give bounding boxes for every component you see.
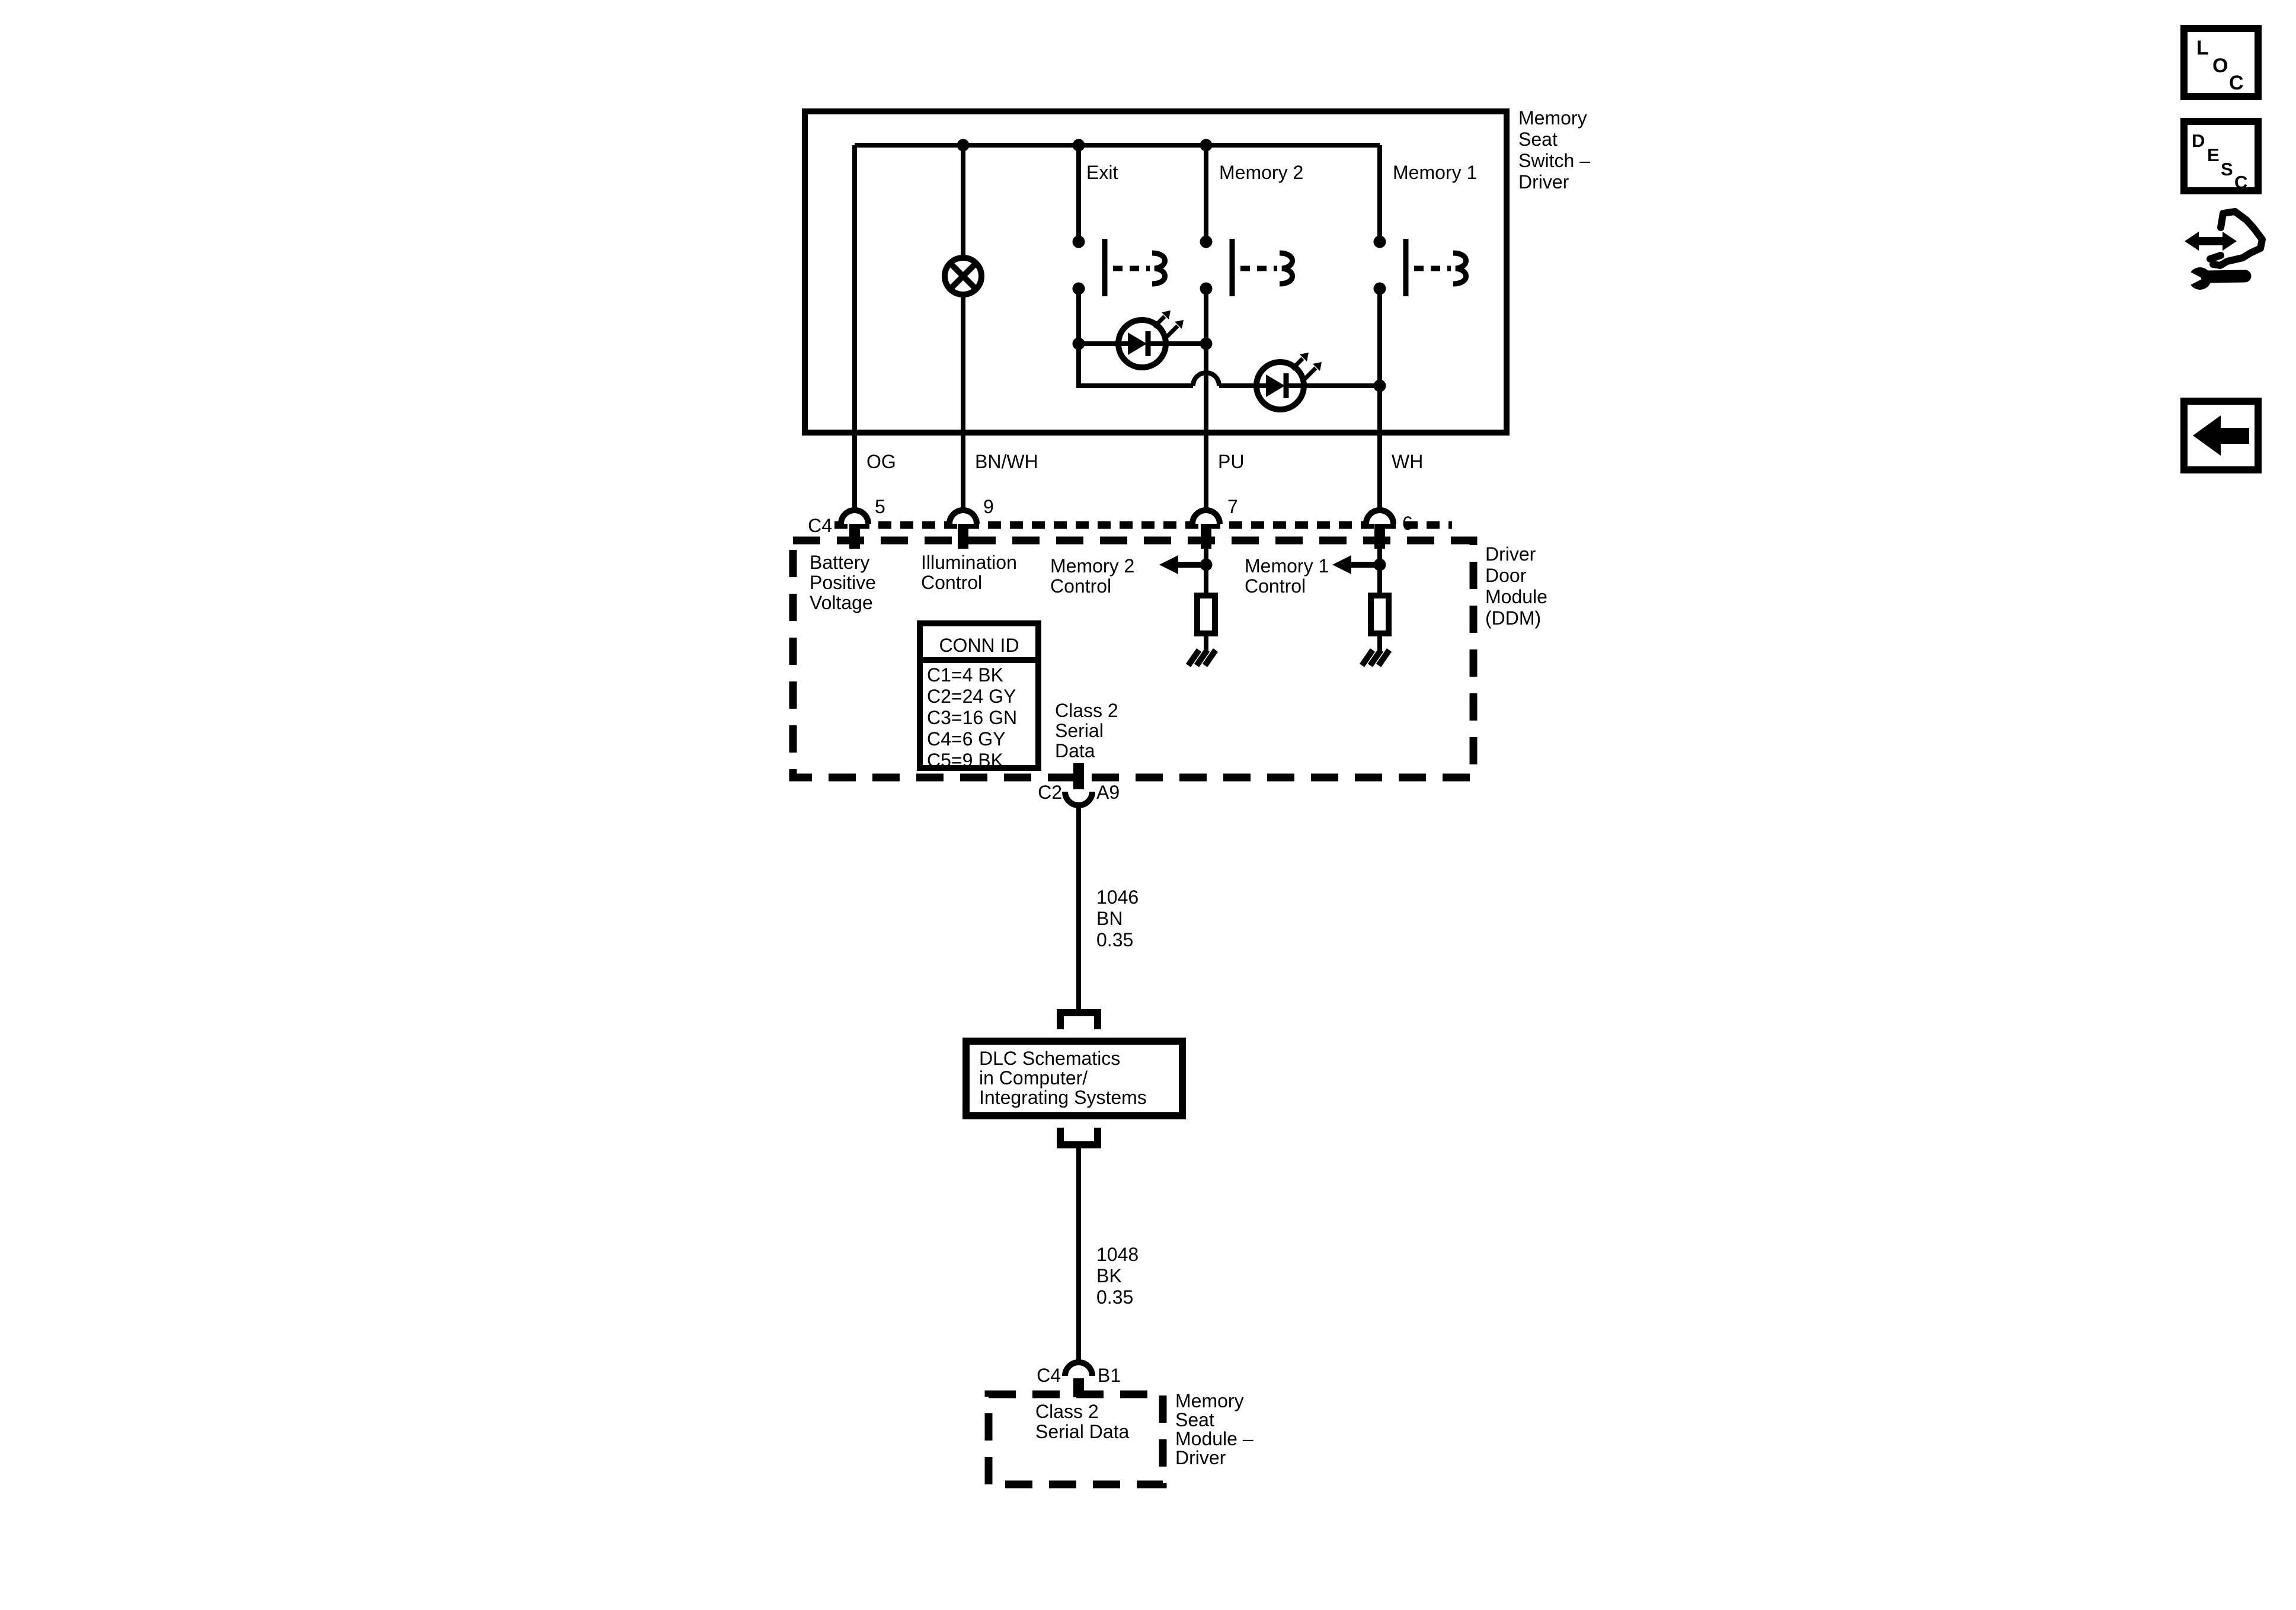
ddm-class2-label: Class 2 bbox=[1055, 700, 1118, 721]
msm-title-line: Driver bbox=[1175, 1447, 1226, 1468]
switch-box-title-line: Seat bbox=[1518, 129, 1558, 150]
loc-button[interactable] bbox=[2184, 28, 2258, 97]
wire-1048-label: 1048 bbox=[1096, 1244, 1139, 1265]
switch-label-memory1: Memory 1 bbox=[1393, 162, 1478, 183]
ddm-battery-label: Battery bbox=[810, 552, 870, 573]
ddm-title-line: Door bbox=[1485, 565, 1527, 586]
msm-title-line: Memory bbox=[1175, 1390, 1244, 1411]
desc-letter: C bbox=[2234, 172, 2248, 193]
conn-id-row: C4=6 GY bbox=[927, 728, 1006, 750]
ddm-memory2-label: Control bbox=[1050, 575, 1112, 597]
ddm-title-line: Module bbox=[1485, 586, 1547, 607]
loc-letter: C bbox=[2229, 72, 2244, 94]
memory1-led-symbol bbox=[1256, 353, 1322, 409]
dlc-box-line: Integrating Systems bbox=[979, 1087, 1147, 1108]
terminal-a9-label: A9 bbox=[1096, 782, 1120, 803]
serial-data-wire-1046 bbox=[1079, 805, 1139, 1013]
switch-label-exit: Exit bbox=[1086, 162, 1118, 183]
ground-symbol bbox=[1188, 650, 1216, 665]
connector-c4-label-bottom: C4 bbox=[1037, 1365, 1061, 1386]
back-button[interactable] bbox=[2184, 401, 2258, 470]
memory2-switch-symbol bbox=[1200, 162, 1304, 296]
exit-switch-symbol bbox=[1073, 162, 1165, 296]
conn-id-row: C1=4 BK bbox=[927, 664, 1003, 686]
pin-5: 5 bbox=[875, 496, 885, 517]
ddm-illumination-label: Illumination bbox=[921, 552, 1017, 573]
ddm-title-line: Driver bbox=[1485, 543, 1536, 565]
msm-class2-label: Serial Data bbox=[1035, 1421, 1130, 1442]
back-arrow-icon bbox=[2193, 415, 2249, 456]
conn-id-row: C3=16 GN bbox=[927, 707, 1018, 728]
memory1-control-circuit bbox=[1332, 549, 1389, 665]
switch-box-title-line: Memory bbox=[1518, 107, 1587, 129]
desc-letter: S bbox=[2221, 159, 2233, 180]
schematic-tool-button[interactable] bbox=[2185, 212, 2262, 290]
wire-color-bnwh: BN/WH bbox=[975, 451, 1038, 472]
ground-symbol bbox=[1362, 650, 1389, 665]
desc-letter: E bbox=[2207, 145, 2220, 165]
wire-1048-label: BK bbox=[1096, 1265, 1122, 1286]
ddm-class2-serial-data bbox=[1038, 700, 1120, 805]
ddm-title-line: (DDM) bbox=[1485, 607, 1542, 629]
pin-7: 7 bbox=[1227, 496, 1238, 517]
conn-id-header: CONN ID bbox=[939, 635, 1019, 656]
memory2-control-circuit bbox=[1159, 549, 1216, 665]
msm-title-line: Seat bbox=[1175, 1409, 1214, 1430]
desc-letter: D bbox=[2192, 130, 2205, 151]
loc-letter: O bbox=[2212, 55, 2228, 77]
switch-label-memory2: Memory 2 bbox=[1219, 162, 1304, 183]
wrench-arrow-icon bbox=[2185, 212, 2262, 290]
memory-seat-module-box bbox=[989, 1390, 1253, 1484]
wire-color-wh: WH bbox=[1392, 451, 1424, 472]
ddm-memory2-label: Memory 2 bbox=[1050, 555, 1135, 577]
ddm-illumination-label: Control bbox=[921, 572, 983, 593]
memory1-switch-symbol bbox=[1374, 162, 1478, 296]
wire-color-pu: PU bbox=[1218, 451, 1245, 472]
serial-data-wire-1048 bbox=[1079, 1145, 1139, 1362]
switch-box-title-line: Switch – bbox=[1518, 150, 1590, 171]
ddm-battery-label: Voltage bbox=[810, 592, 873, 613]
dlc-box-line: DLC Schematics bbox=[979, 1048, 1121, 1069]
ddm-class2-label: Data bbox=[1055, 740, 1095, 761]
conn-id-table bbox=[920, 623, 1038, 771]
memory2-led-symbol bbox=[1118, 311, 1184, 367]
connector-c4-label: C4 bbox=[808, 515, 832, 536]
wire-1048-label: 0.35 bbox=[1096, 1286, 1134, 1308]
desc-button[interactable] bbox=[2184, 121, 2258, 193]
msm-class2-label: Class 2 bbox=[1035, 1401, 1099, 1422]
wire-1046-label: 1046 bbox=[1096, 886, 1139, 908]
pin-9: 9 bbox=[983, 496, 994, 517]
dlc-box-line: in Computer/ bbox=[979, 1067, 1088, 1089]
ddm-class2-label: Serial bbox=[1055, 720, 1104, 741]
switch-internal-wiring bbox=[855, 139, 1386, 510]
wire-color-labels bbox=[866, 451, 1423, 472]
ddm-memory1-label: Control bbox=[1245, 575, 1306, 597]
conn-id-row: C2=24 GY bbox=[927, 686, 1016, 707]
wire-1046-label: 0.35 bbox=[1096, 929, 1134, 950]
illumination-lamp-symbol bbox=[945, 258, 981, 295]
conn-id-row: C5=9 BK bbox=[927, 750, 1003, 771]
dlc-reference bbox=[966, 1013, 1182, 1145]
switch-box-title-line: Driver bbox=[1518, 171, 1569, 193]
ddm-memory1-label: Memory 1 bbox=[1245, 555, 1329, 577]
terminal-b1-label: B1 bbox=[1098, 1365, 1121, 1386]
wire-color-og: OG bbox=[866, 451, 896, 472]
loc-letter: L bbox=[2196, 37, 2209, 59]
pin-6: 6 bbox=[1402, 513, 1413, 534]
wire-1046-label: BN bbox=[1096, 908, 1123, 929]
msm-title-line: Module – bbox=[1175, 1428, 1253, 1449]
driver-door-module-box bbox=[793, 540, 1547, 777]
connector-c2-label: C2 bbox=[1038, 782, 1062, 803]
memory-seat-switch-box bbox=[805, 107, 1590, 433]
ddm-battery-label: Positive bbox=[810, 572, 877, 593]
